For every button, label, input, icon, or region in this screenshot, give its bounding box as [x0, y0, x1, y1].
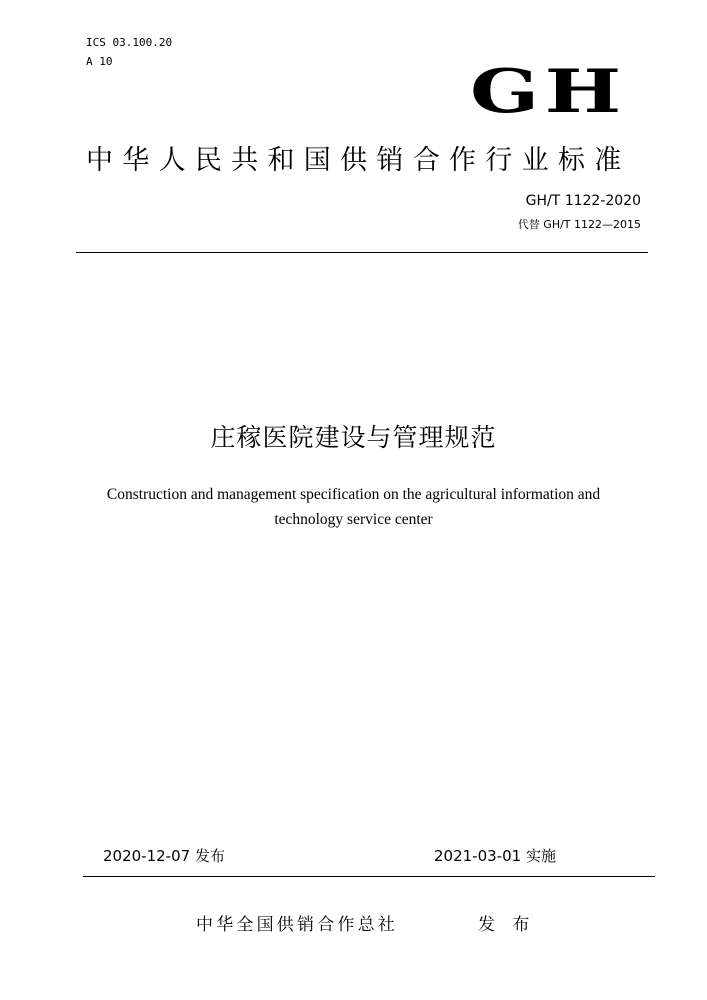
top-divider — [76, 252, 648, 253]
document-title-en-line1: Construction and management specification on the agricultural information and — [106, 486, 601, 503]
publish-label: 发 布 — [478, 915, 536, 935]
replaces-note: 代替 GH/T 1122—2015 — [517, 218, 641, 231]
document-title-cn: 庄稼医院建设与管理规范 — [210, 423, 497, 452]
document-title-en-line2: technology service center — [274, 511, 433, 528]
standard-type-heading: 中华人民共和国供销合作行业标准 — [86, 145, 631, 176]
gh-logo: GH — [470, 57, 627, 127]
bottom-divider — [83, 876, 655, 877]
publish-date: 2020-12-07 发布 — [103, 847, 225, 865]
classification-code: A 10 — [86, 55, 113, 68]
ics-code: ICS 03.100.20 — [86, 36, 173, 49]
standard-number: GH/T 1122-2020 — [525, 193, 641, 209]
implement-date: 2021-03-01 实施 — [434, 847, 556, 865]
publisher-name: 中华全国供销合作总社 — [196, 915, 398, 935]
